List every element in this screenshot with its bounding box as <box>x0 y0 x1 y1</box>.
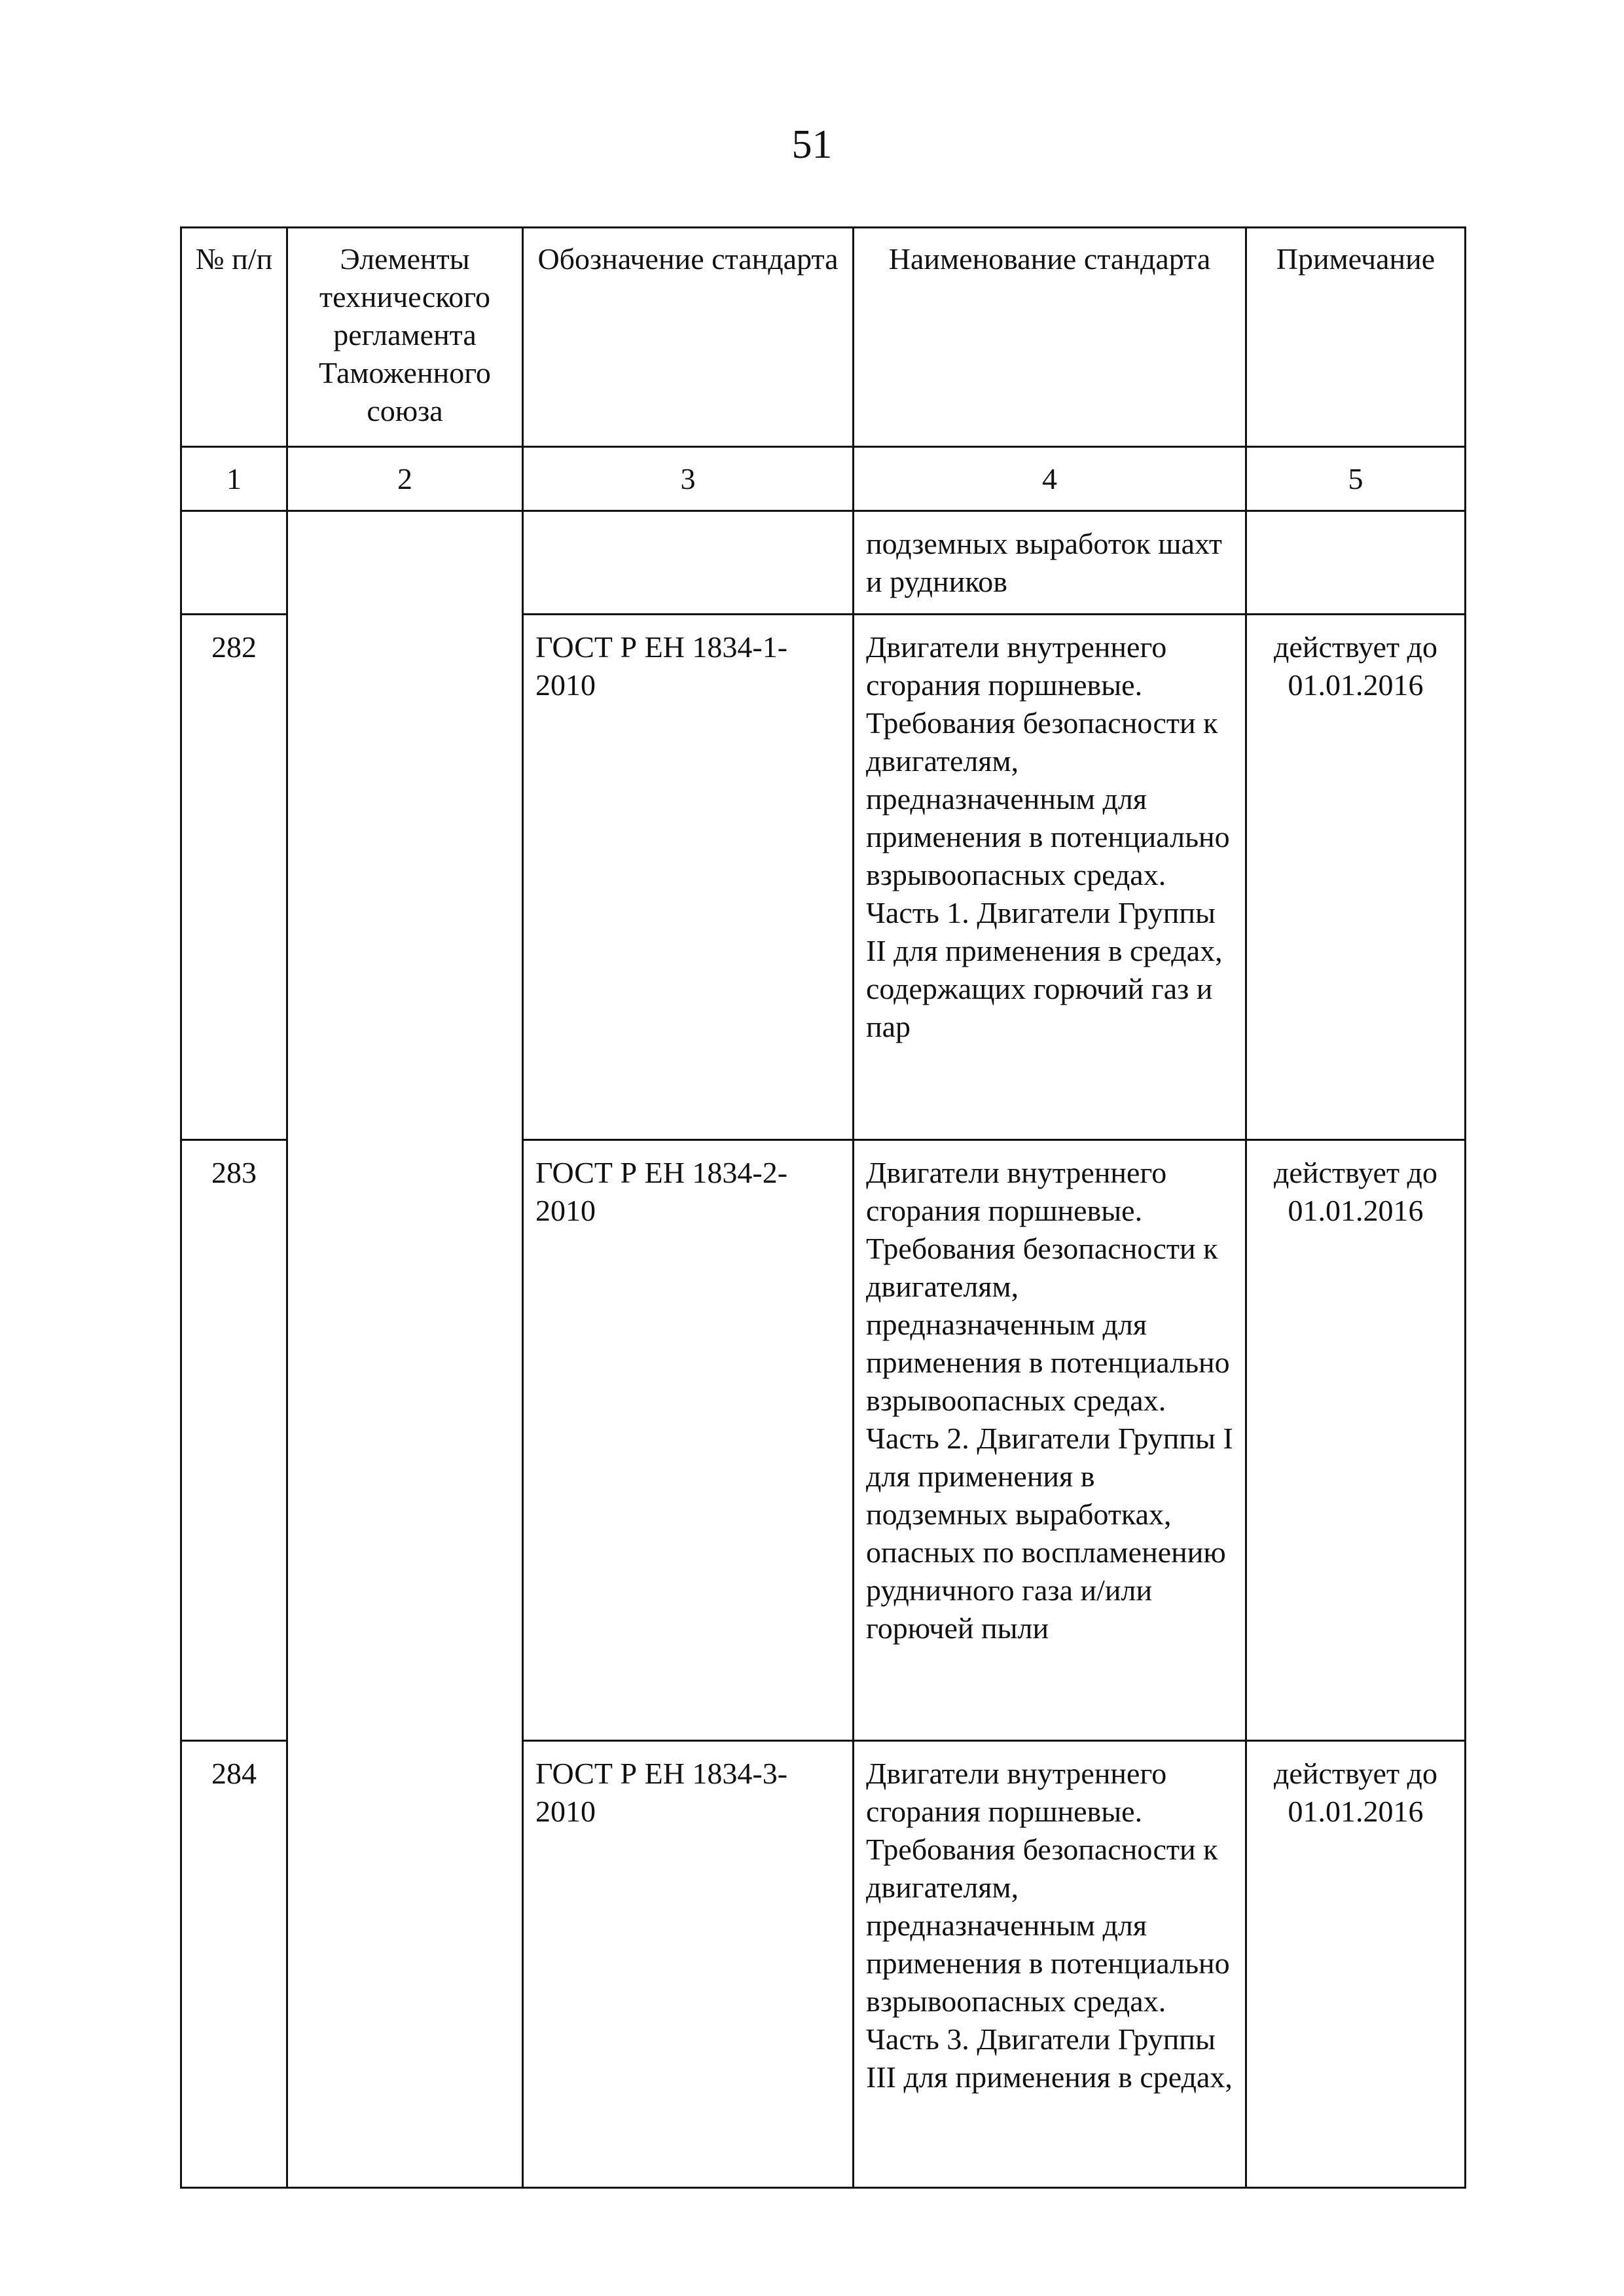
header-note: Примечание <box>1246 228 1466 447</box>
table-header-row <box>181 228 1466 447</box>
table-row-continuation <box>181 511 1466 615</box>
standard-name: Двигатели внутреннего сгорания поршневые. Требования безопасности к двигателям, предназначенным для применения в потенциально взрывоопасных средах. Часть 3. Двигатели Группы III для применения в средах, <box>866 1757 1233 2094</box>
row-number: 283 <box>211 1156 257 1189</box>
cell-note <box>1246 1140 1466 1741</box>
column-number: 5 <box>1246 447 1466 511</box>
column-number: 2 <box>287 447 523 511</box>
page-number: 51 <box>791 122 833 167</box>
column-number: 4 <box>854 447 1246 511</box>
note-text: действует до 01.01.2016 <box>1274 1156 1437 1227</box>
standard-designation: ГОСТ Р ЕН 1834-1-2010 <box>535 630 788 702</box>
cell-num <box>181 511 287 615</box>
continuation-name: подземных выработок шахт и рудников <box>866 527 1222 598</box>
header-num: № п/п <box>181 228 287 447</box>
header-name: Наименование стандарта <box>854 228 1246 447</box>
cell-name <box>854 511 1246 615</box>
cell-designation <box>523 1741 854 2188</box>
standard-designation: ГОСТ Р ЕН 1834-3-2010 <box>535 1757 788 1828</box>
cell-name <box>854 1140 1246 1741</box>
cell-num <box>181 1140 287 1741</box>
cell-elements <box>287 511 523 2188</box>
column-number: 3 <box>523 447 854 511</box>
cell-designation <box>523 1140 854 1741</box>
column-number: 1 <box>181 447 287 511</box>
cell-num <box>181 1741 287 2188</box>
header-designation: Обозначение стандарта <box>523 228 854 447</box>
cell-note <box>1246 1741 1466 2188</box>
row-number: 284 <box>211 1757 257 1790</box>
standard-designation: ГОСТ Р ЕН 1834-2-2010 <box>535 1156 788 1227</box>
cell-name <box>854 1741 1246 2188</box>
cell-note <box>1246 615 1466 1140</box>
header-elements: Элементы технического регламента Таможенного союза <box>287 228 523 447</box>
note-text: действует до 01.01.2016 <box>1274 1757 1437 1828</box>
note-text: действует до 01.01.2016 <box>1274 630 1437 702</box>
cell-name <box>854 615 1246 1140</box>
standard-name: Двигатели внутреннего сгорания поршневые. Требования безопасности к двигателям, предназначенным для применения в потенциально взрывоопасных средах. Часть 1. Двигатели Группы II для применения в средах, содержащих горючий газ и пар <box>866 630 1230 1043</box>
cell-note <box>1246 511 1466 615</box>
column-numbers-row <box>181 447 1466 511</box>
cell-designation <box>523 511 854 615</box>
standard-name: Двигатели внутреннего сгорания поршневые. Требования безопасности к двигателям, предназначенным для применения в потенциально взрывоопасных средах. Часть 2. Двигатели Группы I для применения в подземных выработках, опасных по воспламенению рудничного газа и/или горючей пыли <box>866 1156 1233 1645</box>
row-number: 282 <box>211 630 257 664</box>
cell-designation <box>523 615 854 1140</box>
standards-table <box>180 226 1466 2189</box>
cell-num <box>181 615 287 1140</box>
